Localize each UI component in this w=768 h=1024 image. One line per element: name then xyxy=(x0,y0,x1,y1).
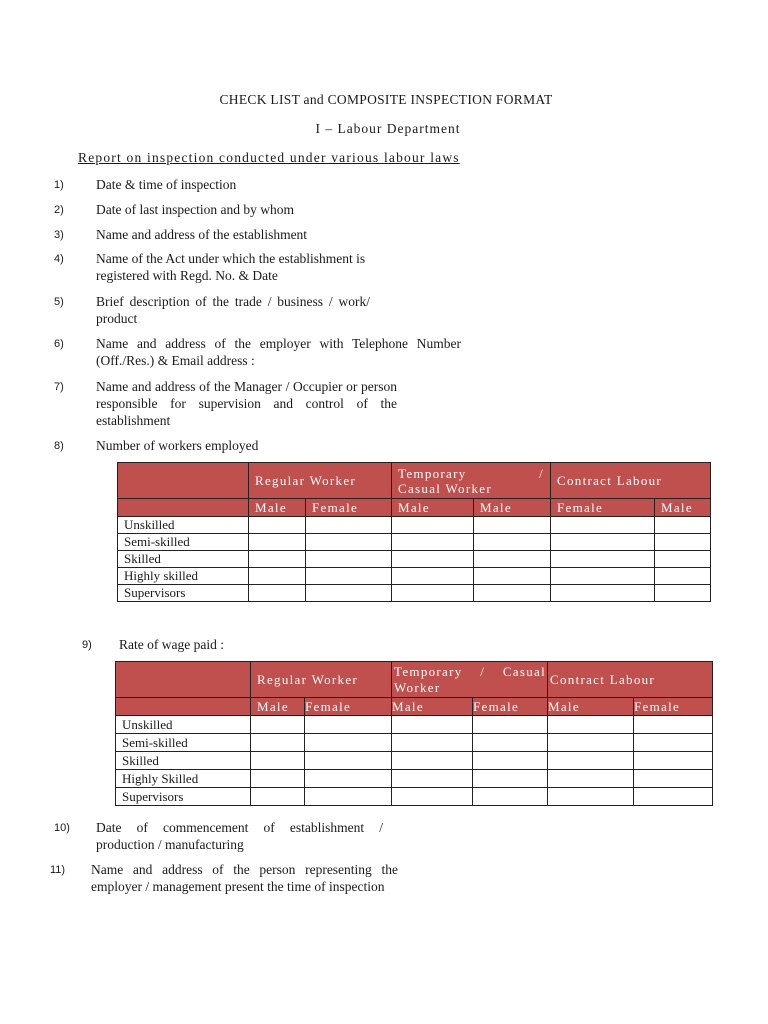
table-cell[interactable] xyxy=(249,551,306,568)
row-label: Supervisors xyxy=(116,788,251,806)
subheader-cell: Male xyxy=(474,499,551,517)
table-cell[interactable] xyxy=(474,517,551,534)
item-number: 3) xyxy=(54,229,64,241)
row-label: Semi-skilled xyxy=(118,534,249,551)
item-number: 2) xyxy=(54,204,64,216)
table-cell[interactable] xyxy=(306,517,392,534)
table-cell[interactable] xyxy=(306,534,392,551)
table-cell[interactable] xyxy=(655,585,711,602)
row-label: Unskilled xyxy=(116,716,251,734)
item-number: 9) xyxy=(82,639,92,651)
row-label: Highly Skilled xyxy=(116,770,251,788)
table-row xyxy=(118,534,711,551)
table-cell[interactable] xyxy=(392,770,473,788)
subheader-cell: Female xyxy=(306,499,392,517)
table-cell[interactable] xyxy=(251,788,305,806)
table-cell[interactable] xyxy=(473,770,548,788)
table-cell[interactable] xyxy=(305,788,392,806)
table-cell[interactable] xyxy=(655,534,711,551)
table-cell[interactable] xyxy=(392,752,473,770)
table-cell[interactable] xyxy=(251,734,305,752)
report-heading: Report on inspection conducted under various labour laws xyxy=(78,150,460,165)
group-header: Temporary / Casual Worker xyxy=(392,662,548,698)
item-text: Number of workers employed xyxy=(96,438,259,453)
subheader-cell: Male xyxy=(548,698,634,716)
table-cell[interactable] xyxy=(548,770,634,788)
subheader-cell: Female xyxy=(634,698,713,716)
subheader-cell: Female xyxy=(473,698,548,716)
subheader-cell: Male xyxy=(655,499,711,517)
item-number: 10) xyxy=(54,822,70,834)
row-label: Semi-skilled xyxy=(116,734,251,752)
table-cell[interactable] xyxy=(474,585,551,602)
item-text: Rate of wage paid : xyxy=(119,637,224,652)
table-row xyxy=(116,734,713,752)
table-row xyxy=(118,551,711,568)
table-cell[interactable] xyxy=(551,534,655,551)
row-label: Skilled xyxy=(116,752,251,770)
row-label: Unskilled xyxy=(118,517,249,534)
table-cell[interactable] xyxy=(634,752,713,770)
workers-employed-table xyxy=(117,462,711,602)
subheader-cell: Male xyxy=(392,698,473,716)
table-cell[interactable] xyxy=(305,770,392,788)
table-cell[interactable] xyxy=(634,788,713,806)
table-cell[interactable] xyxy=(249,585,306,602)
table-row xyxy=(118,517,711,534)
table-cell[interactable] xyxy=(473,716,548,734)
table-cell[interactable] xyxy=(392,585,474,602)
item-text: Name and address of the establishment xyxy=(96,227,308,242)
item-text: Date & time of inspection xyxy=(96,177,237,192)
table-cell[interactable] xyxy=(473,788,548,806)
subheader-cell: Female xyxy=(305,698,392,716)
item-text: Name and address of the person representing the employer / management present the time of inspection xyxy=(91,862,398,894)
table-cell[interactable] xyxy=(249,517,306,534)
table-cell[interactable] xyxy=(474,568,551,585)
table-cell[interactable] xyxy=(249,568,306,585)
table-cell[interactable] xyxy=(305,752,392,770)
table-cell[interactable] xyxy=(551,551,655,568)
table-cell[interactable] xyxy=(548,752,634,770)
form-title: CHECK LIST and COMPOSITE INSPECTION FORMAT xyxy=(219,92,553,107)
table-cell[interactable] xyxy=(251,716,305,734)
table-cell[interactable] xyxy=(551,585,655,602)
row-label: Highly skilled xyxy=(118,568,249,585)
header-corner xyxy=(116,662,251,698)
table-cell[interactable] xyxy=(548,716,634,734)
item-text: Name and address of the Manager / Occupier or person responsible for supervision and control of the establishment xyxy=(96,379,397,428)
item-text: Brief description of the trade / business / work/ product xyxy=(96,294,370,326)
table-cell[interactable] xyxy=(392,788,473,806)
table-row xyxy=(116,716,713,734)
table-row xyxy=(118,585,711,602)
table-row xyxy=(116,770,713,788)
wage-rate-table xyxy=(115,661,713,806)
table-row xyxy=(118,568,711,585)
item-number: 6) xyxy=(54,338,64,350)
table-cell[interactable] xyxy=(551,568,655,585)
item-number: 7) xyxy=(54,381,64,393)
item-number: 4) xyxy=(54,253,64,265)
item-text: Date of last inspection and by whom xyxy=(96,202,294,217)
table-cell[interactable] xyxy=(548,734,634,752)
table-cell[interactable] xyxy=(655,551,711,568)
department-title: I – Labour Department xyxy=(315,121,461,136)
table-cell[interactable] xyxy=(305,734,392,752)
group-header: Contract Labour xyxy=(548,662,713,698)
table-cell[interactable] xyxy=(474,551,551,568)
table-cell[interactable] xyxy=(634,734,713,752)
table-cell[interactable] xyxy=(305,716,392,734)
table-cell[interactable] xyxy=(392,716,473,734)
table-cell[interactable] xyxy=(306,568,392,585)
group-header: Regular Worker xyxy=(249,463,392,499)
item-number: 11) xyxy=(50,864,66,876)
table-cell[interactable] xyxy=(548,788,634,806)
subheader-cell: Male xyxy=(392,499,474,517)
item-number: 5) xyxy=(54,296,64,308)
row-label: Supervisors xyxy=(118,585,249,602)
header-corner xyxy=(118,463,249,499)
table-row xyxy=(116,788,713,806)
table-cell[interactable] xyxy=(473,734,548,752)
group-header: Temporary / Casual Worker xyxy=(392,463,551,499)
table-cell[interactable] xyxy=(392,551,474,568)
table-cell[interactable] xyxy=(392,517,474,534)
item-text: Date of commencement of establishment / production / manufacturing xyxy=(96,820,383,852)
table-cell[interactable] xyxy=(392,734,473,752)
table-cell[interactable] xyxy=(251,752,305,770)
table-cell[interactable] xyxy=(634,770,713,788)
table-cell[interactable] xyxy=(306,551,392,568)
subheader-cell: Female xyxy=(551,499,655,517)
table-cell[interactable] xyxy=(655,517,711,534)
table-cell[interactable] xyxy=(634,716,713,734)
table-cell[interactable] xyxy=(551,517,655,534)
item-text: Name and address of the employer with Telephone Number (Off./Res.) & Email address : xyxy=(96,336,461,368)
item-text: Name of the Act under which the establishment is registered with Regd. No. & Date xyxy=(96,251,366,283)
table-cell[interactable] xyxy=(474,534,551,551)
table-cell[interactable] xyxy=(392,568,474,585)
table-row xyxy=(116,752,713,770)
table-cell[interactable] xyxy=(251,770,305,788)
table-cell[interactable] xyxy=(655,568,711,585)
group-header: Regular Worker xyxy=(251,662,392,698)
header-corner xyxy=(118,499,249,517)
header-corner xyxy=(116,698,251,716)
item-number: 1) xyxy=(54,179,64,191)
subheader-cell: Male xyxy=(251,698,305,716)
table-cell[interactable] xyxy=(473,752,548,770)
item-number: 8) xyxy=(54,440,64,452)
group-header: Contract Labour xyxy=(551,463,711,499)
table-cell[interactable] xyxy=(249,534,306,551)
subheader-cell: Male xyxy=(249,499,306,517)
table-cell[interactable] xyxy=(392,534,474,551)
table-cell[interactable] xyxy=(306,585,392,602)
row-label: Skilled xyxy=(118,551,249,568)
